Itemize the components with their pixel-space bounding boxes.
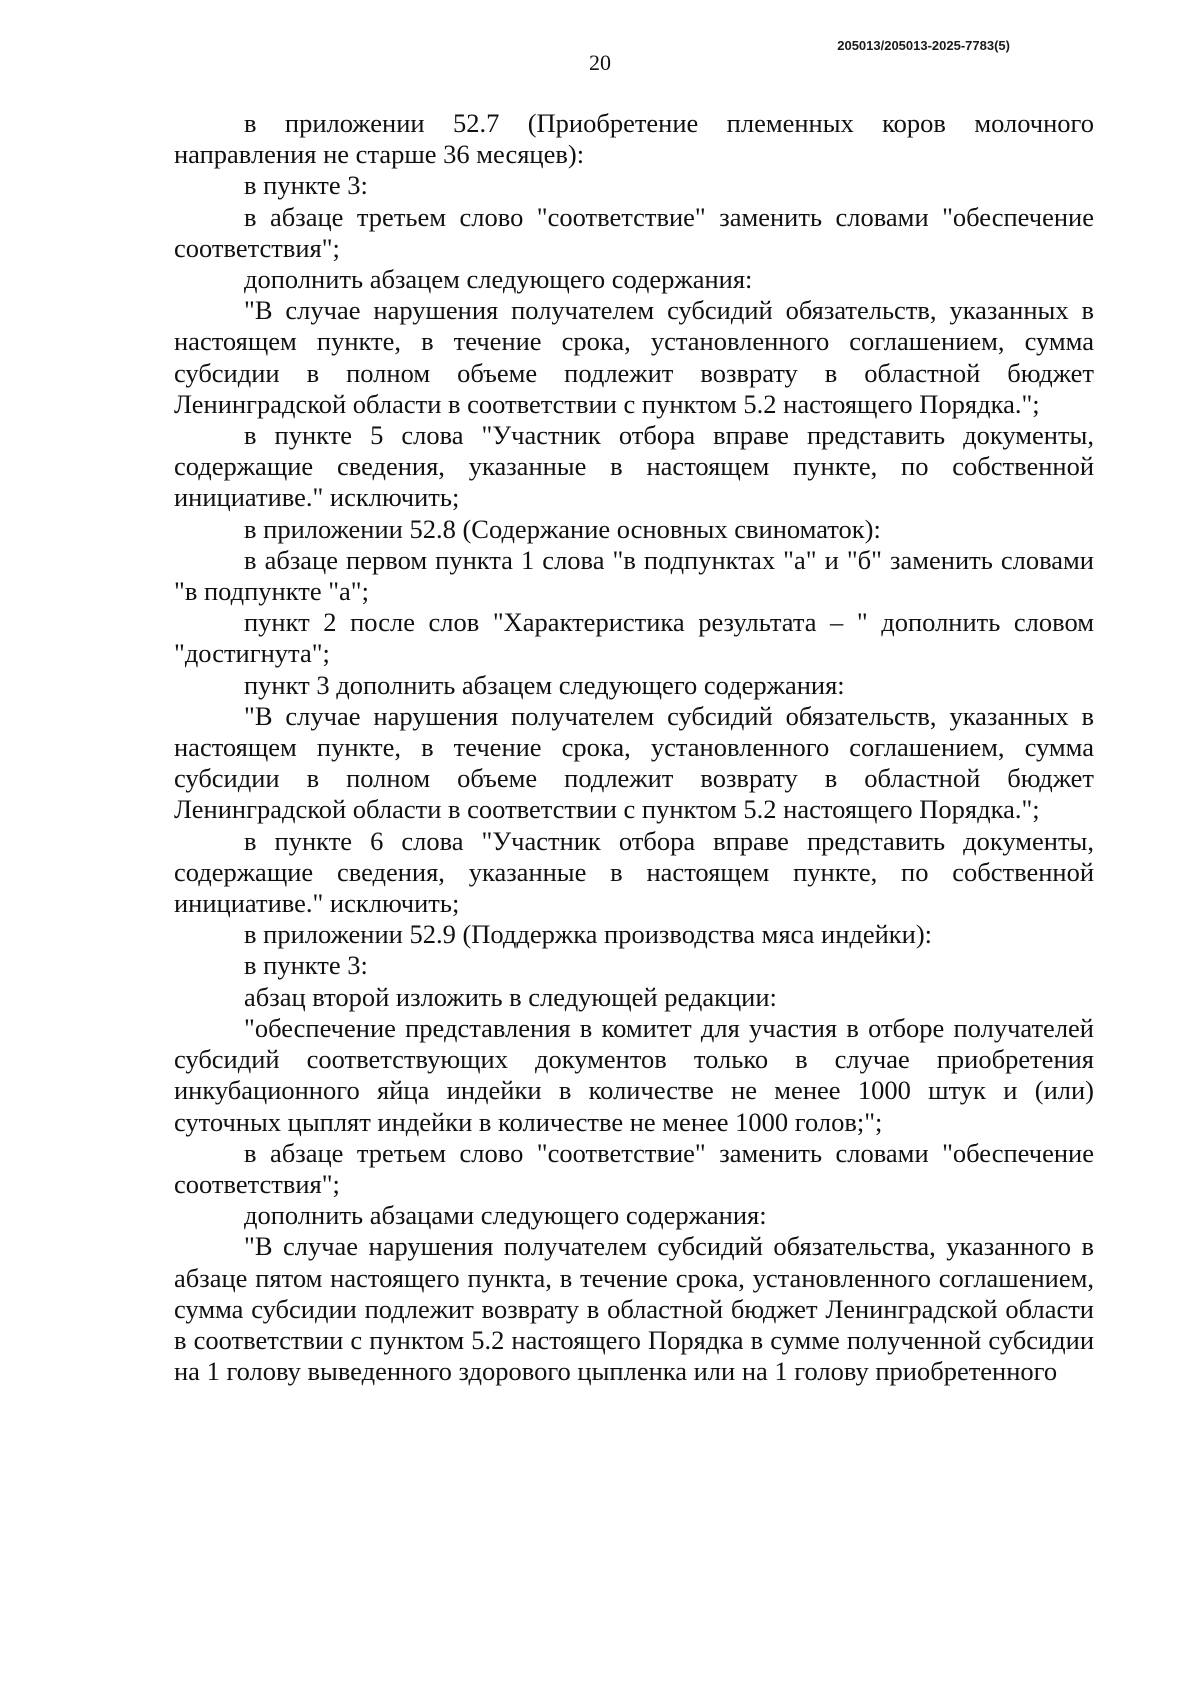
paragraph: в приложении 52.8 (Содержание основных свиноматок): bbox=[244, 513, 881, 544]
document-id: 205013/205013-2025-7783(5) bbox=[837, 38, 1010, 53]
paragraph: "В случае нарушения получателем субсидий обязательства, указанного в абзаце пятом настоящего пункта, в течение срока, установленного соглашением, сумма субсидии подлежит возврату в областной бюджет Ленинградской области в соответствии с пунктом 5.2 настоящего Порядка в сумме полученной субсидии на 1 голову выведенного здорового цыпленка или на 1 голову приобретенного bbox=[174, 1231, 1094, 1387]
paragraph: в приложении 52.7 (Приобретение племенных коров молочного направления не старше 36 месяцев): bbox=[174, 108, 1094, 170]
paragraph: пункт 2 после слов "Характеристика результата – " дополнить словом "достигнута"; bbox=[174, 607, 1094, 669]
paragraph: дополнить абзацем следующего содержания: bbox=[244, 264, 753, 295]
paragraph: "обеспечение представления в комитет для участия в отборе получателей субсидий соответствующих документов только в случае приобретения инкубационного яйца индейки в количестве не менее 1000 штук и (или) суточных цыплят индейки в количестве не менее 1000 голов;"; bbox=[174, 1012, 1094, 1137]
paragraph: пункт 3 дополнить абзацем следующего содержания: bbox=[244, 669, 845, 700]
paragraph: в пункте 6 слова "Участник отбора вправе представить документы, содержащие сведения, указанные в настоящем пункте, по собственной инициативе." исключить; bbox=[174, 825, 1094, 919]
paragraph: в абзаце третьем слово "соответствие" заменить словами "обеспечение соответствия"; bbox=[174, 1137, 1094, 1199]
paragraph: дополнить абзацами следующего содержания: bbox=[244, 1200, 767, 1231]
paragraph: в приложении 52.9 (Поддержка производства мяса индейки): bbox=[244, 919, 933, 950]
paragraph: в абзаце первом пункта 1 слова "в подпунктах "а" и "б" заменить словами "в подпункте "а"; bbox=[174, 544, 1094, 607]
paragraph: в пункте 5 слова "Участник отбора вправе представить документы, содержащие сведения, указанные в настоящем пункте, по собственной инициативе." исключить; bbox=[174, 420, 1094, 513]
paragraph: в пункте 3: bbox=[244, 950, 368, 981]
document-body bbox=[174, 108, 1094, 1387]
paragraph: абзац второй изложить в следующей редакции: bbox=[244, 981, 777, 1012]
page-number: 20 bbox=[589, 50, 611, 75]
paragraph: "В случае нарушения получателем субсидий обязательств, указанных в настоящем пункте, в течение срока, установленного соглашением, сумма субсидии в полном объеме подлежит возврату в областной бюджет Ленинградской области в соответствии с пунктом 5.2 настоящего Порядка."; bbox=[174, 700, 1094, 825]
paragraph: в абзаце третьем слово "соответствие" заменить словами "обеспечение соответствия"; bbox=[174, 201, 1094, 263]
paragraph: "В случае нарушения получателем субсидий обязательств, указанных в настоящем пункте, в течение срока, установленного соглашением, сумма субсидии в полном объеме подлежит возврату в областной бюджет Ленинградской области в соответствии с пунктом 5.2 настоящего Порядка."; bbox=[174, 295, 1094, 419]
paragraph: в пункте 3: bbox=[244, 170, 368, 201]
